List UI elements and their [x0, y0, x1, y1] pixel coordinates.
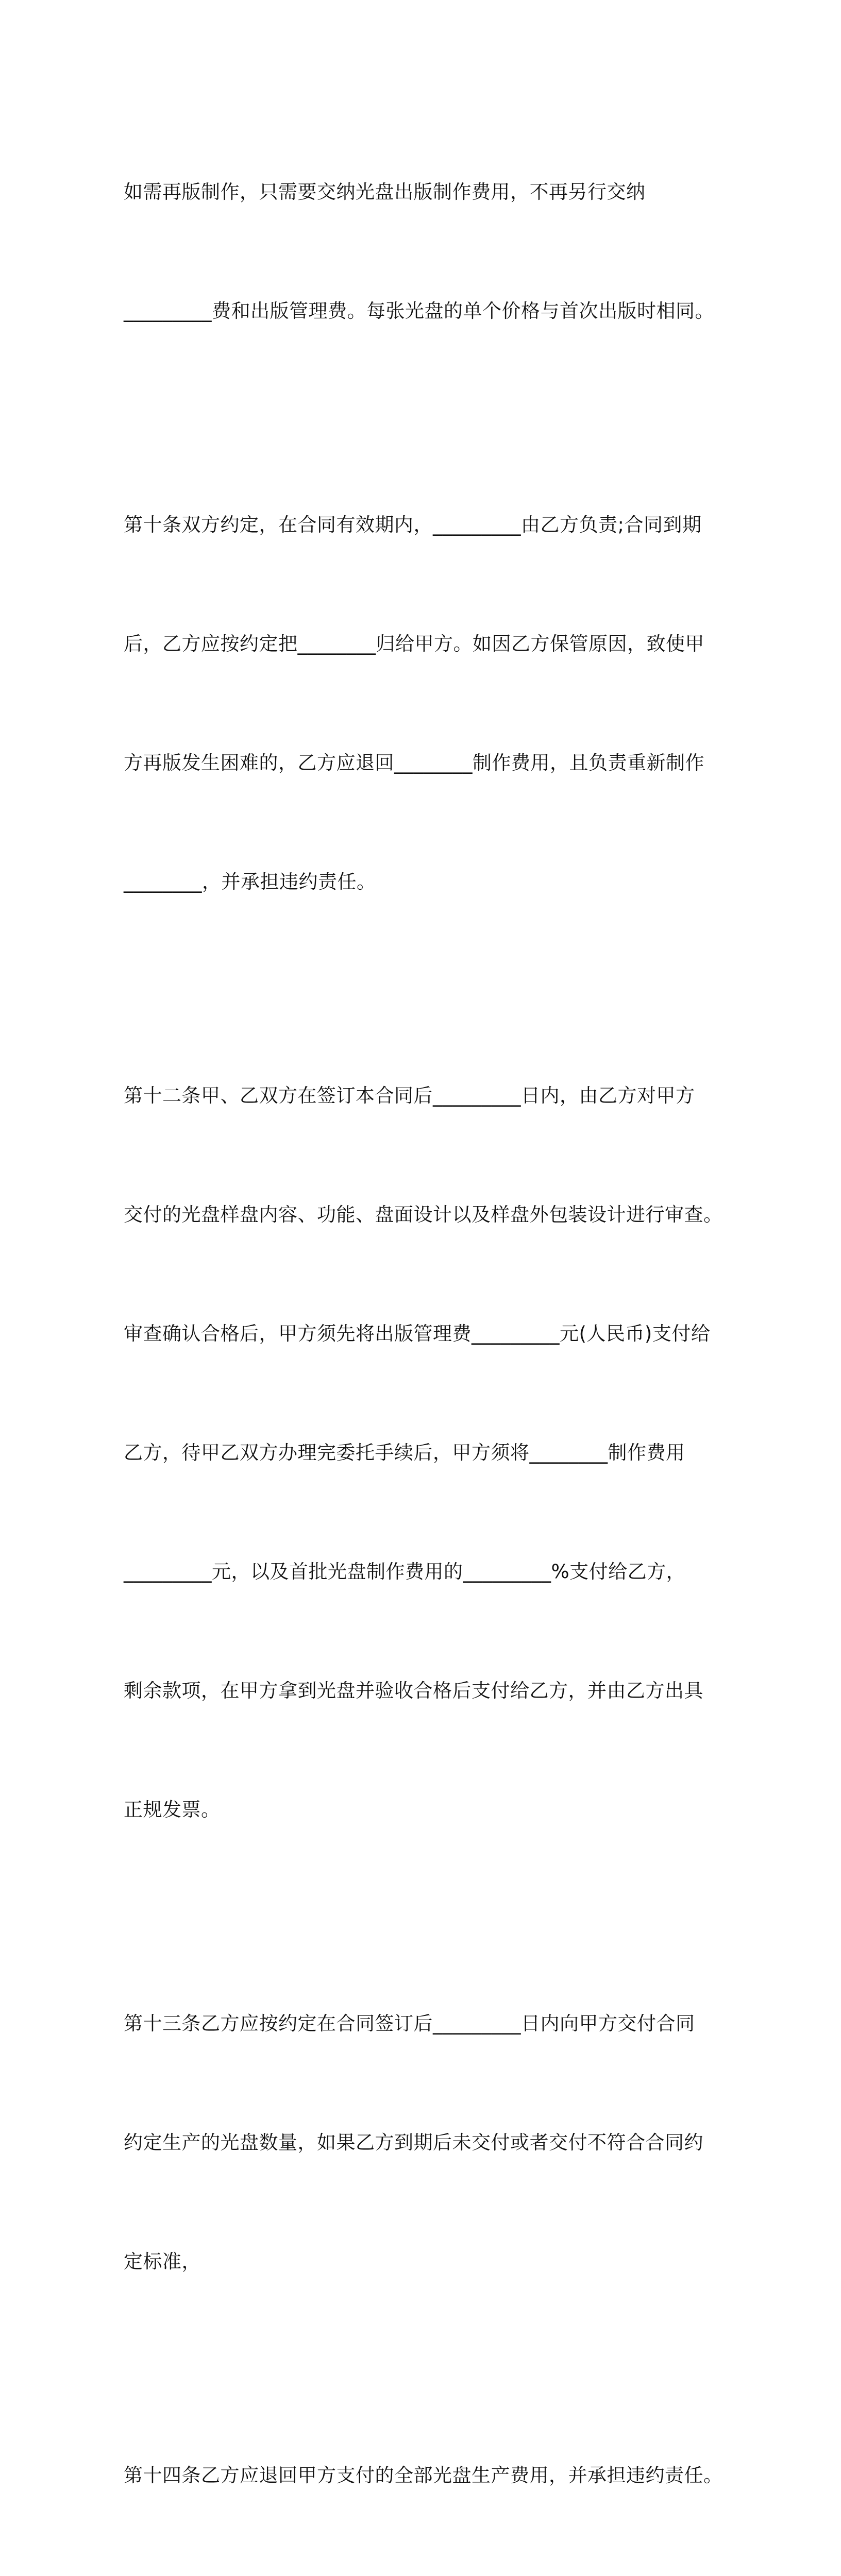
- text-line: 审查确认合格后，甲方须先将出版管理费_________元(人民币)支付给: [124, 1323, 711, 1345]
- text-line: 第十条双方约定，在合同有效期内，_________由乙方负责;合同到期: [124, 514, 702, 536]
- paragraph-reprint: [124, 93, 721, 410]
- text-line: 约定生产的光盘数量，如果乙方到期后未交付或者交付不符合合同约: [124, 2131, 703, 2154]
- text-line: 剩余款项，在甲方拿到光盘并验收合格后支付给乙方，并由乙方出具: [124, 1680, 703, 1702]
- text-line: 交付的光盘样盘内容、功能、盘面设计以及样盘外包装设计进行审查。: [124, 1204, 723, 1226]
- text-line: 如需再版制作，只需要交纳光盘出版制作费用，不再另行交纳: [124, 181, 646, 203]
- paragraph-article-10: [124, 426, 721, 981]
- text-line: 第十四条乙方应退回甲方支付的全部光盘生产费用，并承担违约责任。: [124, 2464, 723, 2486]
- text-line: _________费和出版管理费。每张光盘的单个价格与首次出版时相同。: [124, 300, 714, 322]
- text-line: 方再版发生困难的，乙方应退回________制作费用，且负责重新制作: [124, 752, 704, 774]
- document-body: [124, 93, 721, 2576]
- paragraph-article-12: [124, 996, 721, 1909]
- text-line: 乙方，待甲乙双方办理完委托手续后，甲方须将________制作费用: [124, 1442, 685, 1464]
- text-line: 第十二条甲、乙双方在签订本合同后_________日内，由乙方对甲方: [124, 1084, 695, 1107]
- text-line: 正规发票。: [124, 1799, 221, 1821]
- text-line: _________元，以及首批光盘制作费用的_________%支付给乙方，: [124, 1561, 686, 1583]
- paragraph-article-13: [124, 1924, 721, 2361]
- paragraph-article-14: [124, 2376, 721, 2574]
- text-line: 第十三条乙方应按约定在合同签订后_________日内向甲方交付合同: [124, 2012, 695, 2035]
- text-line: 定标准，: [124, 2250, 201, 2273]
- text-line: 后，乙方应按约定把________归给甲方。如因乙方保管原因，致使甲: [124, 633, 704, 655]
- text-line: ________，并承担违约责任。: [124, 871, 376, 893]
